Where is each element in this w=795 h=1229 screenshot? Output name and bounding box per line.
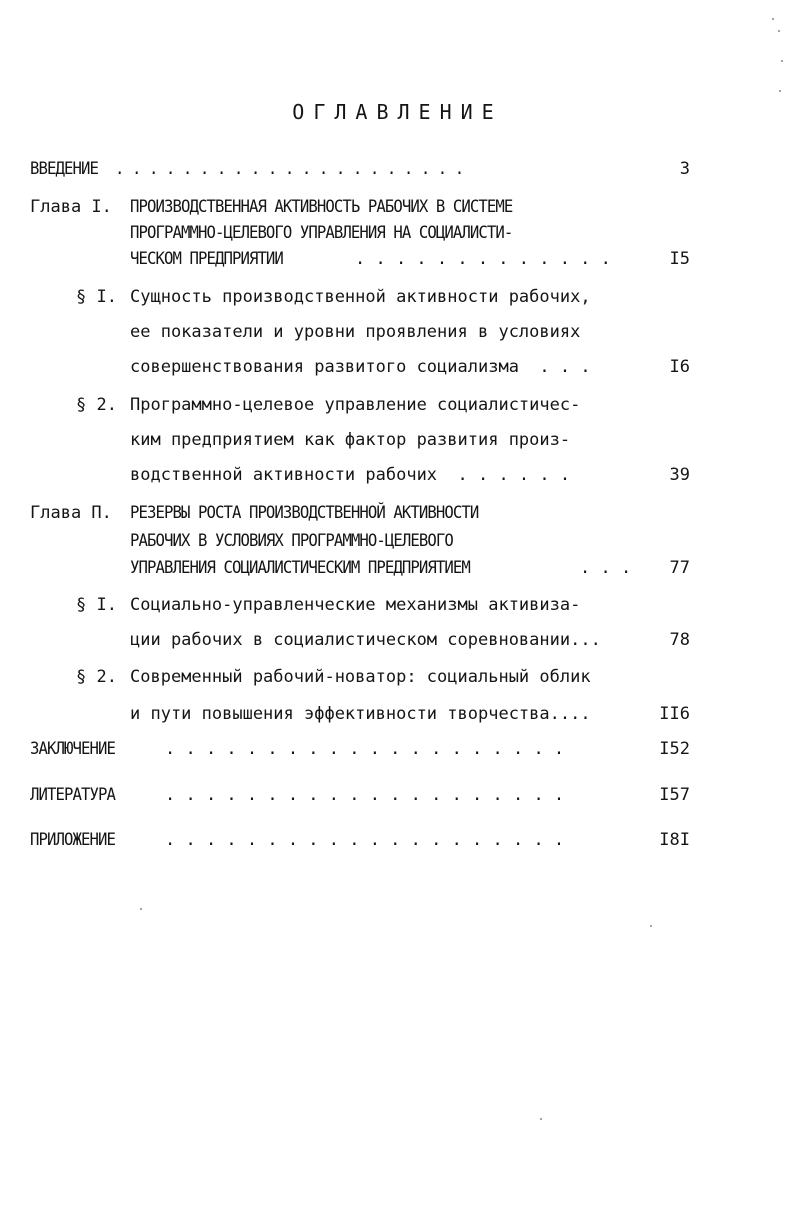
toc-leader-dots: . . . . . . . . . . . . . . . . . . . . [165, 785, 565, 805]
toc-section-title-line: Сущность производственной активности рабочих, [130, 287, 591, 307]
scan-speck [781, 60, 783, 62]
toc-leader-dots: . . . [580, 558, 632, 578]
scan-speck [779, 90, 781, 92]
toc-section-title-line: совершенствования развитого социализма . . . [130, 357, 591, 377]
toc-section-title-line: ее показатели и уровни проявления в условиях [130, 322, 581, 342]
toc-chapter-title-line: УПРАВЛЕНИЯ СОЦИАЛИСТИЧЕСКИМ ПРЕДПРИЯТИЕМ [130, 558, 470, 578]
toc-section-label: § I. [76, 287, 117, 307]
toc-chapter-title-line: ПРОГРАММНО-ЦЕЛЕВОГО УПРАВЛЕНИЯ НА СОЦИАЛИСТИ- [130, 223, 513, 243]
toc-section-title-line: Современный рабочий-новатор: социальный облик [130, 667, 591, 687]
toc-section-title-line: и пути повышения эффективности творчества.... [130, 704, 591, 724]
scan-speck [540, 1118, 542, 1120]
toc-chapter-label: Глава I. [30, 197, 112, 217]
toc-page-ch1s1: I6 [669, 357, 690, 377]
toc-page-intro: 3 [679, 159, 690, 179]
toc-section-title-line: водственной активности рабочих . . . . . . [130, 465, 571, 485]
page-title: ОГЛАВЛЕНИЕ [292, 100, 503, 124]
toc-chapter-title-line: РАБОЧИХ В УСЛОВИЯХ ПРОГРАММНО-ЦЕЛЕВОГО [130, 531, 453, 551]
toc-page-ch2: 77 [669, 558, 690, 578]
toc-leader-dots: . . . . . . . . . . . . . . . . . . . . [165, 739, 565, 759]
toc-section-title-line: ким предприятием как фактор развития произ- [130, 430, 571, 450]
toc-page-ch1: I5 [669, 249, 690, 269]
toc-chapter-label: Глава П. [30, 503, 112, 523]
toc-section-label: § 2. [76, 395, 117, 415]
toc-page-literature: I57 [659, 785, 690, 805]
toc-chapter-title-line: ЧЕСКОМ ПРЕДПРИЯТИИ [130, 249, 283, 269]
toc-section-title-line: Социально-управленческие механизмы активиза- [130, 595, 581, 615]
toc-chapter-title-line: ПРОИЗВОДСТВЕННАЯ АКТИВНОСТЬ РАБОЧИХ В СИСТЕМЕ [130, 197, 513, 217]
toc-chapter-title-line: РЕЗЕРВЫ РОСТА ПРОИЗВОДСТВЕННОЙ АКТИВНОСТИ [130, 503, 479, 523]
toc-entry-literature: ЛИТЕРАТУРА [30, 785, 115, 805]
scan-speck [140, 908, 142, 910]
scan-speck [778, 30, 780, 32]
toc-leader-dots: . . . . . . . . . . . . . [355, 249, 611, 269]
toc-page-appendix: I8I [659, 830, 690, 850]
toc-section-title-line: Программно-целевое управление социалистичес- [130, 395, 581, 415]
toc-page-ch1s2: 39 [669, 465, 690, 485]
toc-leader-dots: . . . . . . . . . . . . . . . . . . . . [165, 830, 565, 850]
toc-section-label: § I. [76, 595, 117, 615]
toc-entry-intro: ВВЕДЕНИЕ . . . . . . . . . . . . . . . . . . . . . [30, 159, 464, 179]
toc-entry-appendix: ПРИЛОЖЕНИЕ [30, 830, 115, 850]
toc-page-ch2s2: II6 [659, 704, 690, 724]
toc-entry-conclusion: ЗАКЛЮЧЕНИЕ [30, 739, 115, 759]
scan-speck [772, 18, 774, 20]
scan-speck [650, 925, 652, 927]
toc-page-ch2s1: 78 [669, 630, 690, 650]
toc-section-title-line: ции рабочих в социалистическом соревновании... [130, 630, 601, 650]
toc-page-conclusion: I52 [659, 739, 690, 759]
toc-section-label: § 2. [76, 667, 117, 687]
